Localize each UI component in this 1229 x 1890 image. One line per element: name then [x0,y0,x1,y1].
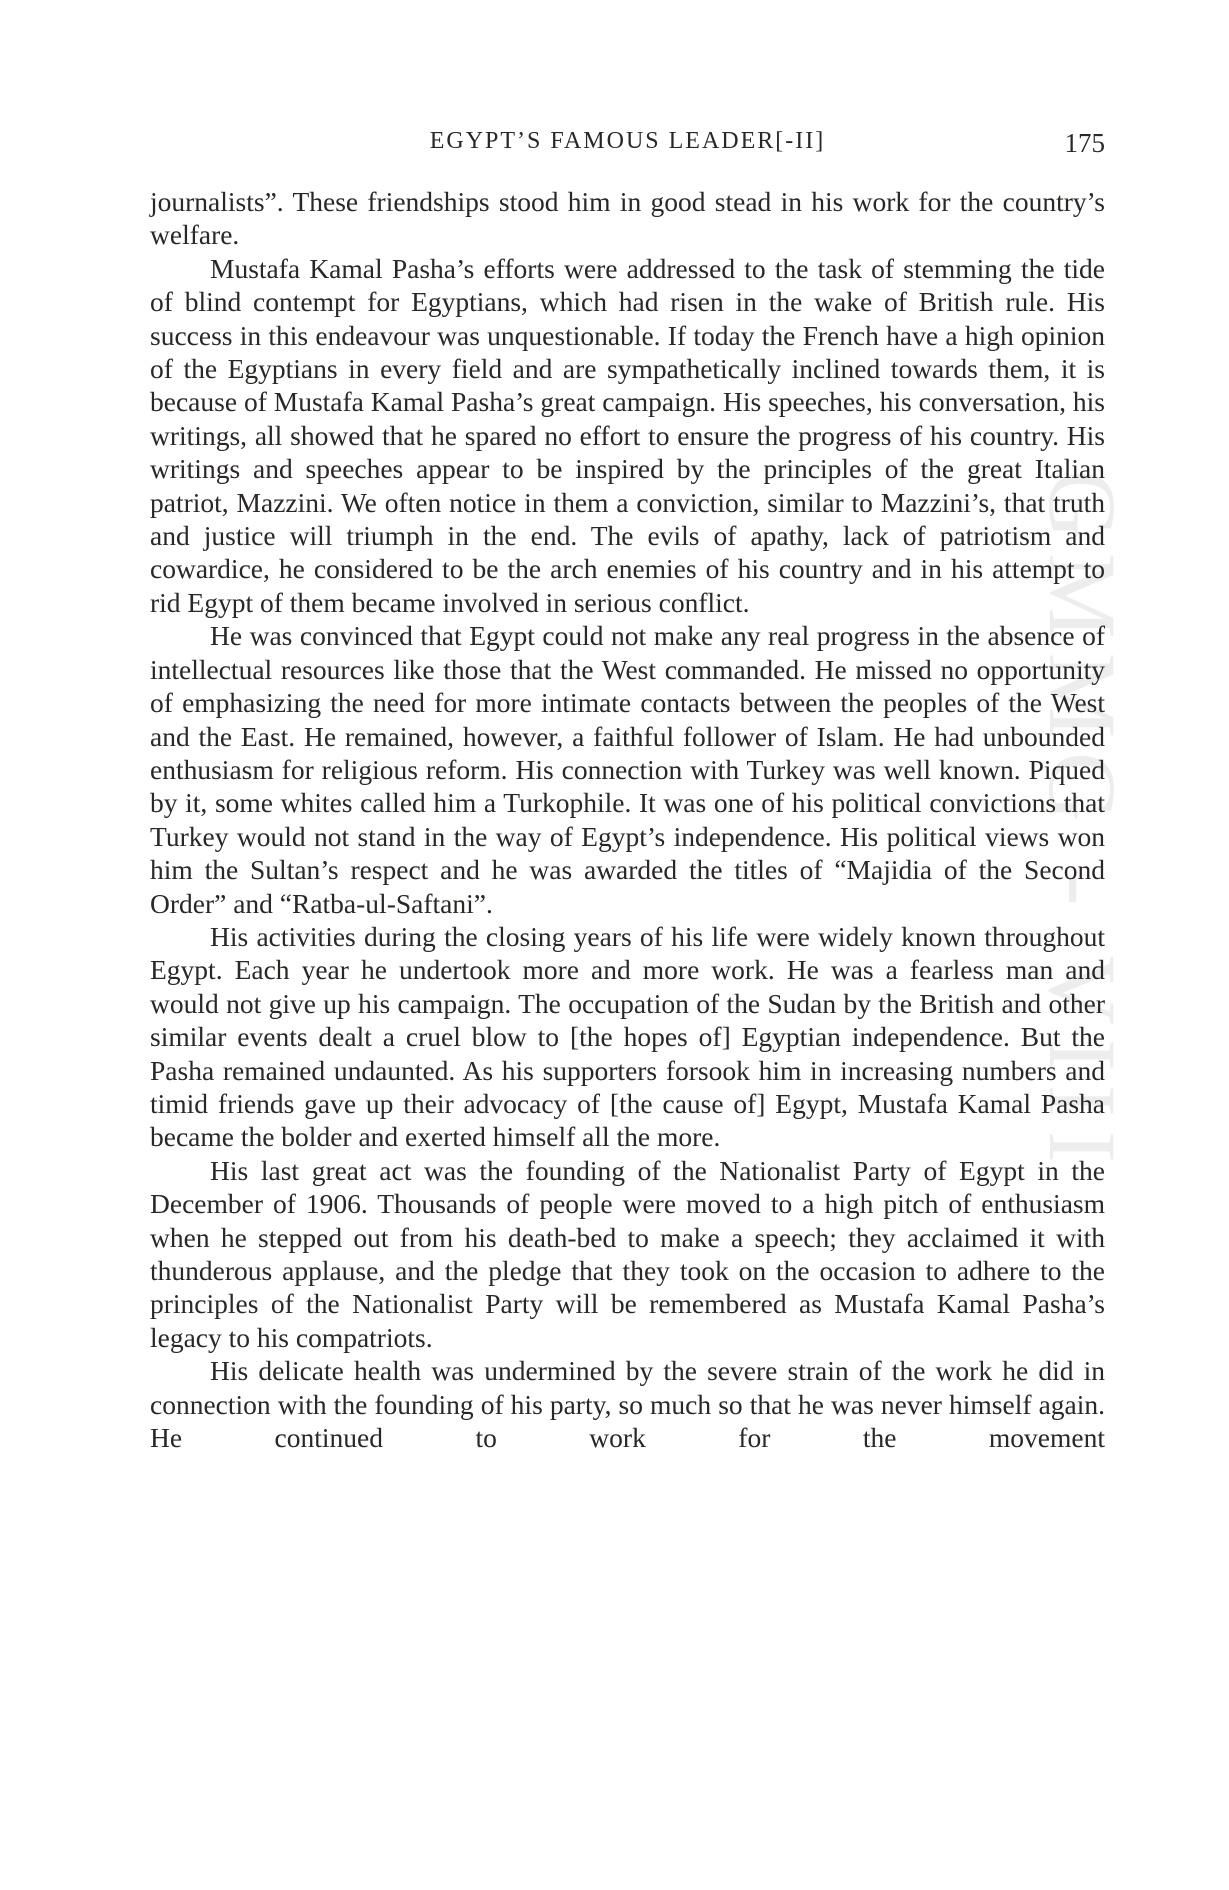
watermark-text: GMMG - VIII [1029,470,1136,1177]
watermark [1029,470,1139,1177]
page-header [150,128,1105,168]
running-head: EGYPT’S FAMOUS LEADER[-II] [429,128,826,154]
page-number: 175 [1064,128,1105,158]
paragraph: His last great act was the founding of the Nationalist Party of Egypt in the December of 1906. Thousands of people were moved to a high pitch of enthusiasm when he stepped out from his death-bed to make a speech; they acclaimed it with thunderous applause, and the pledge that they took on the occasion to adhere to the principles of the Nationalist Party will be remembered as Mustafa Kamal Pasha’s legacy to his compatriots. [150,1154,1105,1353]
body-text [150,185,1105,1454]
paragraph: He was convinced that Egypt could not make any real progress in the absence of intellectual resources like those that the West commanded. He missed no opportunity of emphasizing the need for more intimate contacts between the peoples of the West and the East. He remained, however, a faithful follower of Islam. He had unbounded enthusiasm for religious reform. His connection with Turkey was well known. Piqued by it, some whites called him a Turkophile. It was one of his political convictions that Turkey would not stand in the way of Egypt’s independence. His political views won him the Sultan’s respect and he was awarded the titles of “Majidia of the Second Order” and “Ratba-ul-Saftani”. [150,620,1105,919]
paragraph: Mustafa Kamal Pasha’s efforts were addressed to the task of stemming the tide of blind contempt for Egyptians, which had risen in the wake of British rule. His success in this endeavour was unquestionable. If today the French have a high opinion of the Egyptians in every field and are sympathetically inclined towards them, it is because of Mustafa Kamal Pasha’s great campaign. His speeches, his conversation, his writings, all showed that he spared no effort to ensure the progress of his country. His writings and speeches appear to be inspired by the principles of the great Italian patriot, Mazzini. We often notice in them a conviction, similar to Mazzini’s, that truth and justice will triumph in the end. The evils of apathy, lack of patriotism and cowardice, he considered to be the arch enemies of his country and in his attempt to rid Egypt of them became involved in serious conflict. [150,252,1105,618]
paragraph: His delicate health was undermined by the severe strain of the work he did in connection with the founding of his party, so much so that he was never himself again. He continued to work for the movement [150,1355,1105,1454]
paragraph: His activities during the closing years of his life were widely known throughout Egypt. Each year he undertook more and more work. He was a fearless man and would not give up his campaign. The occupation of the Sudan by the British and other similar events dealt a cruel blow to [the hopes of] Egyptian independence. But the Pasha remained undaunted. As his supporters forsook him in increasing numbers and timid friends gave up their advocacy of [the cause of] Egypt, Mustafa Kamal Pasha became the bolder and exerted himself all the more. [150,920,1105,1153]
paragraph: journalists”. These friendships stood him in good stead in his work for the country’s welfare. [150,186,1105,251]
